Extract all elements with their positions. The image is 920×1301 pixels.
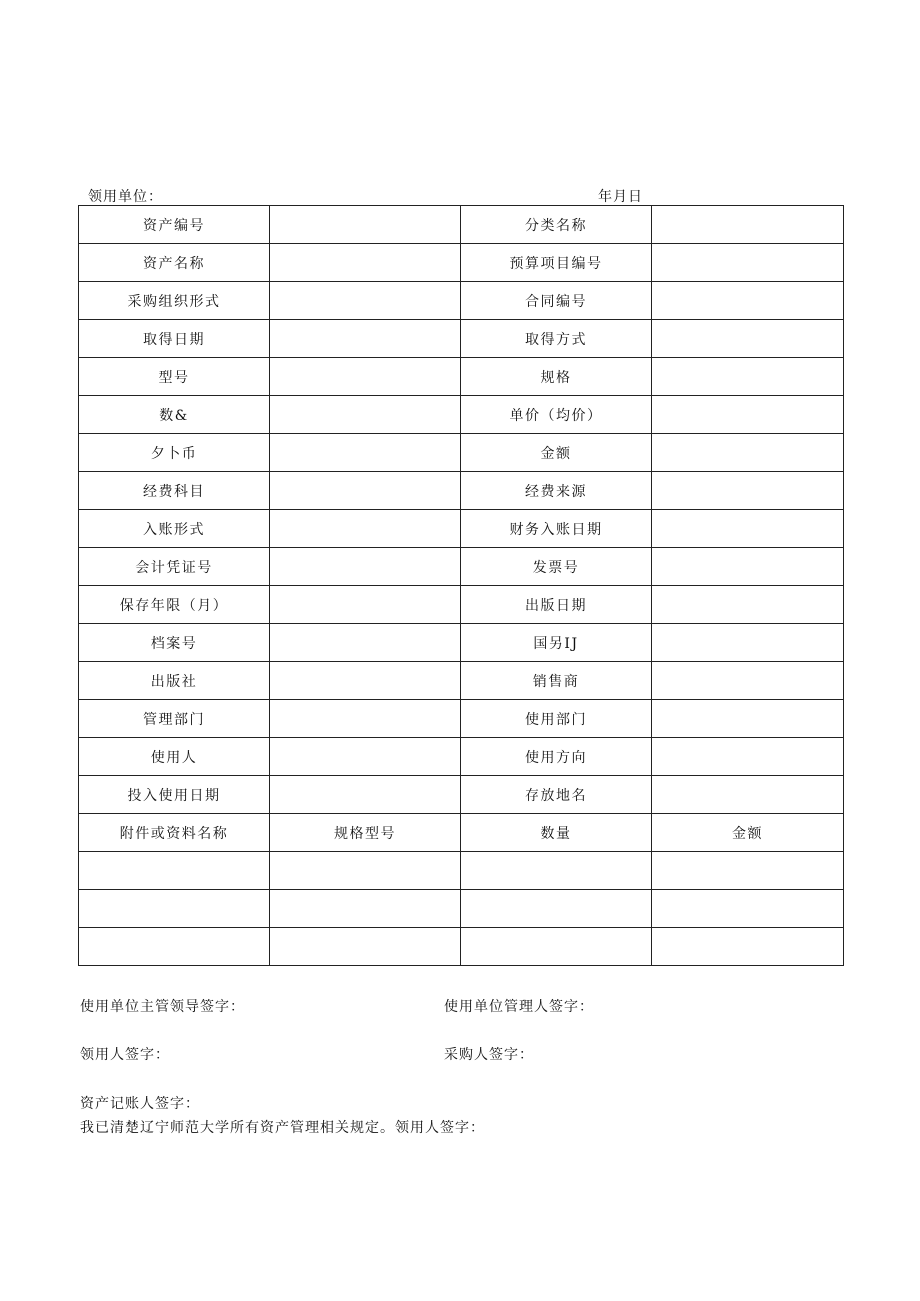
field-label: 财务入账日期 bbox=[461, 510, 652, 548]
table-row bbox=[79, 358, 844, 396]
field-label: 规格 bbox=[461, 358, 652, 396]
field-value[interactable] bbox=[652, 776, 844, 814]
field-value[interactable] bbox=[652, 738, 844, 776]
table-row bbox=[79, 548, 844, 586]
field-label: 数& bbox=[79, 396, 270, 434]
manager-signature-label: 使用单位管理人签字： bbox=[444, 999, 594, 1015]
field-value[interactable] bbox=[270, 624, 461, 662]
field-value[interactable] bbox=[270, 510, 461, 548]
field-label: 合同编号 bbox=[461, 282, 652, 320]
field-value[interactable] bbox=[652, 206, 844, 244]
acknowledgement-statement: 我已清楚辽宁师范大学所有资产管理相关规定。领用人签字： bbox=[80, 1120, 485, 1136]
field-label: 投入使用日期 bbox=[79, 776, 270, 814]
table-row bbox=[79, 510, 844, 548]
field-label: 预算项目编号 bbox=[461, 244, 652, 282]
field-value[interactable] bbox=[652, 662, 844, 700]
attachment-cell[interactable] bbox=[270, 890, 461, 928]
field-value[interactable] bbox=[652, 548, 844, 586]
attachment-cell[interactable] bbox=[79, 852, 270, 890]
recipient-signature-label: 领用人签字： bbox=[80, 1047, 170, 1063]
table-row bbox=[79, 472, 844, 510]
field-label: 档案号 bbox=[79, 624, 270, 662]
field-value[interactable] bbox=[652, 510, 844, 548]
field-label: 经费科目 bbox=[79, 472, 270, 510]
field-value[interactable] bbox=[270, 282, 461, 320]
field-label: 分类名称 bbox=[461, 206, 652, 244]
field-label: 国另IJ bbox=[461, 624, 652, 662]
attachment-cell[interactable] bbox=[652, 890, 844, 928]
attachment-name-header: 附件或资料名称 bbox=[79, 814, 270, 852]
table-row bbox=[79, 624, 844, 662]
table-row bbox=[79, 282, 844, 320]
attachment-cell[interactable] bbox=[652, 928, 844, 966]
field-value[interactable] bbox=[270, 738, 461, 776]
table-row bbox=[79, 776, 844, 814]
purchaser-signature-label: 采购人签字： bbox=[444, 1047, 534, 1063]
field-label: 资产名称 bbox=[79, 244, 270, 282]
field-label: 保存年限（月） bbox=[79, 586, 270, 624]
table-row bbox=[79, 434, 844, 472]
field-label: 入账形式 bbox=[79, 510, 270, 548]
table-row bbox=[79, 396, 844, 434]
attachment-cell[interactable] bbox=[461, 928, 652, 966]
field-value[interactable] bbox=[270, 434, 461, 472]
field-label: 出版社 bbox=[79, 662, 270, 700]
asset-info-table bbox=[78, 205, 844, 966]
attachment-cell[interactable] bbox=[79, 928, 270, 966]
field-value[interactable] bbox=[270, 358, 461, 396]
field-value[interactable] bbox=[270, 396, 461, 434]
field-value[interactable] bbox=[652, 434, 844, 472]
field-label: 取得方式 bbox=[461, 320, 652, 358]
field-label: 管理部门 bbox=[79, 700, 270, 738]
field-label: 销售商 bbox=[461, 662, 652, 700]
attachment-spec-header: 规格型号 bbox=[270, 814, 461, 852]
field-value[interactable] bbox=[652, 700, 844, 738]
field-value[interactable] bbox=[270, 548, 461, 586]
field-label: 金额 bbox=[461, 434, 652, 472]
field-value[interactable] bbox=[270, 662, 461, 700]
field-value[interactable] bbox=[652, 472, 844, 510]
leader-signature-label: 使用单位主管领导签字： bbox=[80, 999, 245, 1015]
field-label: 出版日期 bbox=[461, 586, 652, 624]
attachment-cell[interactable] bbox=[270, 928, 461, 966]
attachment-cell[interactable] bbox=[652, 852, 844, 890]
field-label: 经费来源 bbox=[461, 472, 652, 510]
attachment-cell[interactable] bbox=[270, 852, 461, 890]
attachment-row bbox=[79, 928, 844, 966]
table-row bbox=[79, 738, 844, 776]
field-label: 夕卜币 bbox=[79, 434, 270, 472]
field-value[interactable] bbox=[270, 206, 461, 244]
attachments-header-row bbox=[79, 814, 844, 852]
table-row bbox=[79, 206, 844, 244]
field-value[interactable] bbox=[270, 776, 461, 814]
field-label: 单价（均价） bbox=[461, 396, 652, 434]
table-row bbox=[79, 244, 844, 282]
field-label: 使用方向 bbox=[461, 738, 652, 776]
attachment-cell[interactable] bbox=[461, 890, 652, 928]
field-value[interactable] bbox=[652, 586, 844, 624]
attachment-cell[interactable] bbox=[461, 852, 652, 890]
field-value[interactable] bbox=[652, 396, 844, 434]
field-value[interactable] bbox=[652, 320, 844, 358]
field-value[interactable] bbox=[652, 244, 844, 282]
attachment-row bbox=[79, 852, 844, 890]
field-label: 采购组织形式 bbox=[79, 282, 270, 320]
field-label: 使用人 bbox=[79, 738, 270, 776]
field-value[interactable] bbox=[270, 472, 461, 510]
field-label: 型号 bbox=[79, 358, 270, 396]
field-label: 使用部门 bbox=[461, 700, 652, 738]
field-label: 发票号 bbox=[461, 548, 652, 586]
field-value[interactable] bbox=[652, 282, 844, 320]
recipient-unit-label: 领用单位： bbox=[88, 189, 163, 205]
field-label: 取得日期 bbox=[79, 320, 270, 358]
attachment-amount-header: 金额 bbox=[652, 814, 844, 852]
field-value[interactable] bbox=[270, 586, 461, 624]
date-label: 年月日 bbox=[598, 189, 643, 205]
table-row bbox=[79, 586, 844, 624]
field-label: 存放地名 bbox=[461, 776, 652, 814]
bookkeeper-signature-label: 资产记账人签字： bbox=[80, 1096, 200, 1112]
attachment-cell[interactable] bbox=[79, 890, 270, 928]
field-value[interactable] bbox=[270, 700, 461, 738]
attachment-row bbox=[79, 890, 844, 928]
field-value[interactable] bbox=[270, 244, 461, 282]
field-value[interactable] bbox=[652, 358, 844, 396]
field-value[interactable] bbox=[270, 320, 461, 358]
table-row bbox=[79, 700, 844, 738]
field-value[interactable] bbox=[652, 624, 844, 662]
field-label: 资产编号 bbox=[79, 206, 270, 244]
field-label: 会计凭证号 bbox=[79, 548, 270, 586]
attachment-quantity-header: 数量 bbox=[461, 814, 652, 852]
table-row bbox=[79, 662, 844, 700]
table-row bbox=[79, 320, 844, 358]
